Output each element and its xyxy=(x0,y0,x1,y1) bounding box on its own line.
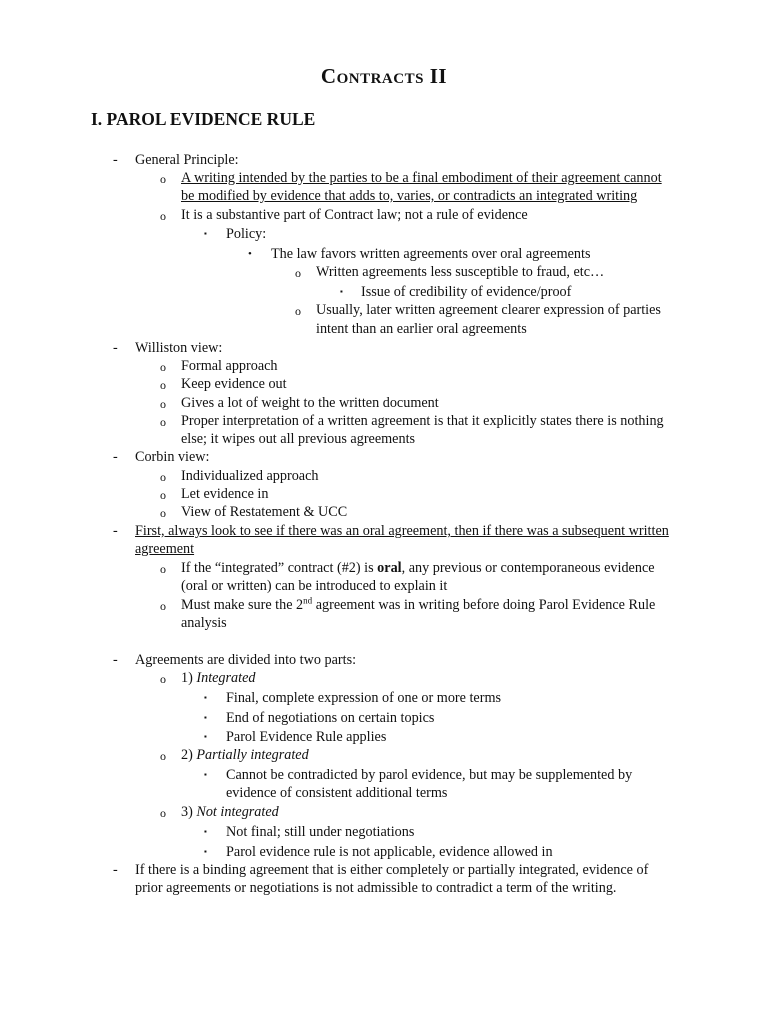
williston-item: Gives a lot of weight to the written document xyxy=(181,395,439,411)
part-1-item: End of negotiations on certain topics xyxy=(226,710,435,726)
square-bullet: ▪ xyxy=(204,847,207,856)
policy-fraud: Written agreements less susceptible to fraud, etc… xyxy=(316,264,605,280)
dot-bullet: • xyxy=(248,248,252,260)
dash-bullet: - xyxy=(113,652,118,668)
dash-bullet: - xyxy=(113,152,118,168)
section-heading: I. PAROL EVIDENCE RULE xyxy=(91,109,316,129)
first-item-a-cont: (oral or written) can be introduced to explain it xyxy=(181,578,448,594)
first-line-1: First, always look to see if there was an oral agreement, then if there was a subsequent written xyxy=(135,523,669,539)
general-line-1a: A writing intended by the parties to be a final embodiment of their agreement cannot xyxy=(181,170,662,186)
part-name: Not integrated xyxy=(196,804,279,820)
policy-label: Policy: xyxy=(226,226,267,242)
part-number: 3) xyxy=(181,804,197,820)
policy-favors: The law favors written agreements over oral agreements xyxy=(271,246,591,262)
binding-line-1: If there is a binding agreement that is either completely or partially integrated, evidence of xyxy=(135,862,649,878)
part-1-item: Parol Evidence Rule applies xyxy=(226,729,387,745)
williston-label: Williston view: xyxy=(135,340,223,356)
first-line-2: agreement xyxy=(135,541,195,557)
first-item-a xyxy=(181,559,655,577)
circle-bullet: o xyxy=(160,397,166,411)
first-item-b-cont: analysis xyxy=(181,615,227,631)
circle-bullet: o xyxy=(160,599,166,613)
part-name: Integrated xyxy=(196,670,256,686)
first-item-a-rest: , any previous or contemporaneous evidence xyxy=(401,560,655,576)
title-rest: ontracts xyxy=(336,64,424,88)
circle-bullet: o xyxy=(160,209,166,223)
dash-bullet: - xyxy=(113,340,118,356)
dash-bullet: - xyxy=(113,862,118,878)
williston-item: Proper interpretation of a written agreement is that it explicitly states there is nothing xyxy=(181,413,664,429)
square-bullet: ▪ xyxy=(204,713,207,722)
dash-bullet: - xyxy=(113,449,118,465)
general-label: General Principle: xyxy=(135,152,239,168)
first-item-a-text: If the “integrated” contract (#2) is xyxy=(181,560,378,576)
square-bullet: ▪ xyxy=(204,827,207,836)
part-2-item-cont: evidence of consistent additional terms xyxy=(226,785,448,801)
square-bullet: ▪ xyxy=(204,732,207,741)
circle-bullet: o xyxy=(160,488,166,502)
square-bullet: ▪ xyxy=(340,287,343,296)
part-2-item: Cannot be contradicted by parol evidence, but may be supplemented by xyxy=(226,767,633,783)
general-line-2: It is a substantive part of Contract law; not a rule of evidence xyxy=(181,207,528,223)
agreement-part-3 xyxy=(181,803,279,821)
part-1-item: Final, complete expression of one or more terms xyxy=(226,690,502,706)
policy-later-a: Usually, later written agreement clearer expression of parties xyxy=(316,302,661,318)
general-line-1b: be modified by evidence that adds to, varies, or contradicts an integrated writing xyxy=(181,188,638,204)
first-item-b-rest: agreement was in writing before doing Parol Evidence Rule xyxy=(312,597,656,613)
binding-line-2: prior agreements or negotiations is not admissible to contradict a term of the writing. xyxy=(135,880,617,896)
circle-bullet: o xyxy=(295,304,301,318)
square-bullet: ▪ xyxy=(204,229,207,238)
part-number: 1) xyxy=(181,670,197,686)
policy-later-b: intent than an earlier oral agreements xyxy=(316,321,527,337)
corbin-item: View of Restatement & UCC xyxy=(181,504,348,520)
agreements-label: Agreements are divided into two parts: xyxy=(135,652,357,668)
first-item-b xyxy=(181,596,655,614)
part-number: 2) xyxy=(181,747,197,763)
part-3-item: Not final; still under negotiations xyxy=(226,824,415,840)
part-name: Partially integrated xyxy=(196,747,309,763)
circle-bullet: o xyxy=(160,415,166,429)
policy-credibility: Issue of credibility of evidence/proof xyxy=(361,284,572,300)
first-item-a-bold: oral xyxy=(377,560,402,576)
circle-bullet: o xyxy=(160,506,166,520)
title-initial: C xyxy=(320,64,337,88)
circle-bullet: o xyxy=(160,470,166,484)
circle-bullet: o xyxy=(160,562,166,576)
corbin-label: Corbin view: xyxy=(135,449,210,465)
circle-bullet: o xyxy=(160,360,166,374)
title-number: II xyxy=(429,64,448,88)
square-bullet: ▪ xyxy=(204,693,207,702)
first-item-b-text: Must make sure the 2 xyxy=(181,597,304,613)
circle-bullet: o xyxy=(160,806,166,820)
circle-bullet: o xyxy=(295,266,301,280)
circle-bullet: o xyxy=(160,749,166,763)
corbin-item: Let evidence in xyxy=(181,486,269,502)
square-bullet: ▪ xyxy=(204,770,207,779)
williston-item: Keep evidence out xyxy=(181,376,287,392)
circle-bullet: o xyxy=(160,672,166,686)
document-title xyxy=(0,64,768,89)
dash-bullet: - xyxy=(113,523,118,539)
agreement-part-1 xyxy=(181,669,255,687)
agreement-part-2 xyxy=(181,746,309,764)
first-item-b-sup: nd xyxy=(303,595,313,606)
corbin-item: Individualized approach xyxy=(181,468,319,484)
circle-bullet: o xyxy=(160,172,166,186)
circle-bullet: o xyxy=(160,378,166,392)
part-3-item: Parol evidence rule is not applicable, evidence allowed in xyxy=(226,844,553,860)
williston-item-cont: else; it wipes out all previous agreements xyxy=(181,431,416,447)
williston-item: Formal approach xyxy=(181,358,278,374)
